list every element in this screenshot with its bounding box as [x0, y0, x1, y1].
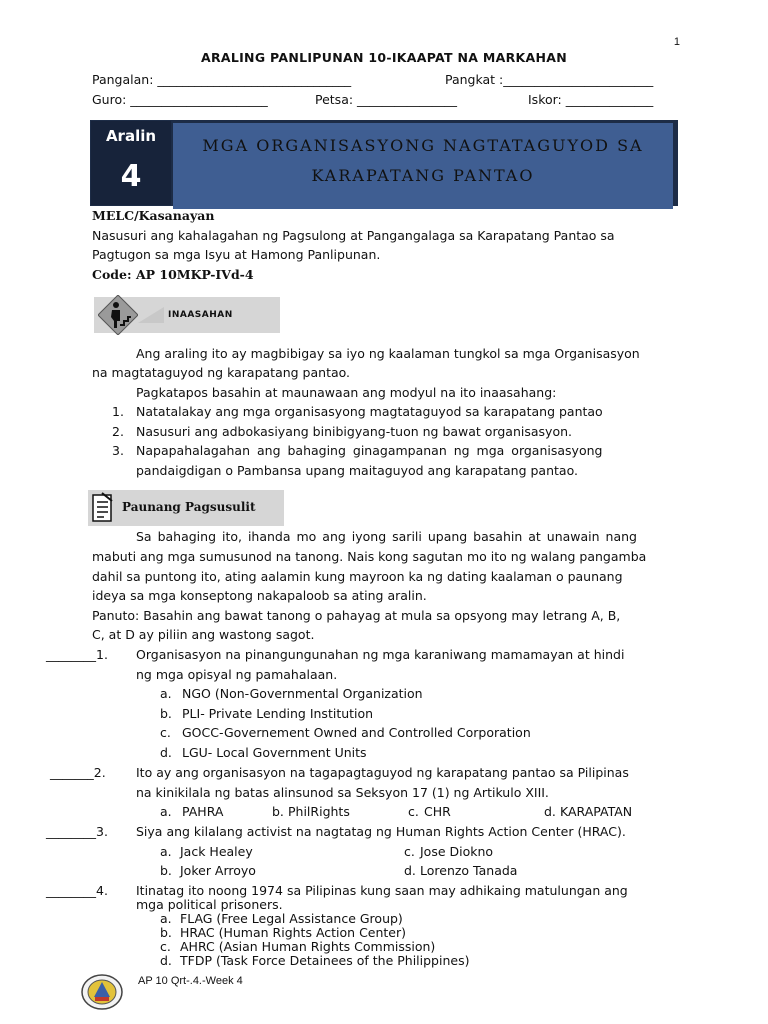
page-number: 1 [673, 36, 680, 48]
question-text: ng mga opisyal ng pamahalaan. [136, 667, 338, 682]
stairs-icon [98, 295, 138, 335]
objective-num: 1. [112, 404, 124, 419]
choice-letter: b. [160, 863, 172, 878]
choice-letter: b. [272, 804, 284, 819]
choice-text: KARAPATAN [560, 804, 633, 819]
choice-letter: c. [404, 844, 415, 859]
choice-text: Jose Diokno [420, 844, 494, 859]
paunang-line: ideya sa mga konseptong nakapaloob sa ating aralin. [92, 588, 427, 603]
aralin-number: 4 [120, 159, 142, 194]
objective-num: 3. [112, 443, 124, 458]
objective-num: 2. [112, 424, 124, 439]
choice-text: NGO (Non-Governmental Organization [182, 686, 423, 701]
paunang-pagsusulit-label: Paunang Pagsusulit [122, 500, 256, 514]
answer-blank[interactable]: _______2. [50, 765, 106, 780]
choice-letter: d. [160, 745, 172, 760]
choice-letter: a. [160, 844, 172, 859]
inaasahan-badge [94, 297, 280, 333]
choice-letter: a. [160, 911, 172, 926]
inaasahan-p2: Pagkatapos basahin at maunawaan ang modyul na ito inaasahang: [136, 385, 557, 400]
guro-field: Guro: ______________________ [92, 92, 268, 107]
objective-text: Napapahalagahan ang bahaging ginagampanan ng mga organisasyong [136, 443, 603, 458]
aralin-label: Aralin [105, 127, 157, 145]
choice-text: HRAC (Human Rights Action Center) [180, 925, 407, 940]
objective-text-cont: pandaigdigan o Pambansa upang maitaguyod ang karapatang pantao. [136, 463, 578, 478]
melc-line1: Nasusuri ang kahalagahan ng Pagsulong at Pangangalaga sa Karapatang Pantao sa [92, 228, 615, 243]
pangalan-field: Pangalan: _______________________________ [92, 72, 352, 87]
footer-text: AP 10 Qrt-.4.-Week 4 [138, 975, 243, 987]
answer-blank[interactable]: ________4. [46, 883, 108, 898]
checklist-icon [90, 492, 116, 524]
iskor-field: Iskor: ______________ [528, 92, 654, 107]
choice-letter: d. [160, 953, 172, 968]
choice-text: PLI- Private Lending Institution [182, 706, 374, 721]
choice-letter: c. [408, 804, 419, 819]
choice-letter: d. [544, 804, 556, 819]
choice-text: AHRC (Asian Human Rights Commission) [180, 939, 436, 954]
paunang-line: dahil sa puntong ito, ating aalamin kung mayroon ka ng dating kaalaman o paunang [92, 569, 623, 584]
choice-letter: c. [160, 939, 171, 954]
choice-letter: b. [160, 925, 172, 940]
melc-code: Code: AP 10MKP-IVd-4 [92, 267, 254, 282]
petsa-field: Petsa: ________________ [315, 92, 458, 107]
paunang-line: Sa bahaging ito, ihanda mo ang iyong sarili upang basahin at unawain nang [136, 529, 637, 544]
melc-line2: Pagtugon sa mga Isyu at Hamong Panlipunan. [92, 247, 381, 262]
objective-text: Nasusuri ang adbokasiyang binibigyang-tuon ng bawat organisasyon. [136, 424, 572, 439]
choice-text: Lorenzo Tanada [420, 863, 518, 878]
stairs-arrow-icon [138, 307, 164, 323]
answer-blank[interactable]: ________3. [46, 824, 108, 839]
choice-letter: b. [160, 706, 172, 721]
choice-text: PAHRA [182, 804, 224, 819]
choice-letter: d. [404, 863, 416, 878]
aralin-box [91, 121, 171, 205]
lesson-title [173, 123, 673, 209]
choice-text: CHR [424, 804, 451, 819]
lesson-banner [90, 120, 678, 206]
panuto-line2: C, at D ay piliin ang wastong sagot. [92, 627, 315, 642]
choice-text: PhilRights [288, 804, 350, 819]
question-text: Organisasyon na pinangungunahan ng mga karaniwang mamamayan at hindi [136, 647, 625, 662]
choice-text: LGU- Local Government Units [182, 745, 367, 760]
inaasahan-label: INAASAHAN [168, 310, 233, 320]
school-seal-logo [80, 973, 124, 1011]
lesson-title-line2: KARAPATANG PANTAO [311, 166, 535, 185]
question-text: mga political prisoners. [136, 897, 283, 912]
inaasahan-p1-line1: Ang araling ito ay magbibigay sa iyo ng kaalaman tungkol sa mga Organisasyon [136, 346, 640, 361]
choice-text: TFDP (Task Force Detainees of the Philippines) [180, 953, 470, 968]
choice-text: Joker Arroyo [180, 863, 256, 878]
paunang-pagsusulit-badge [88, 490, 284, 526]
question-text: Siya ang kilalang activist na nagtatag ng Human Rights Action Center (HRAC). [136, 824, 626, 839]
paunang-line: mabuti ang mga sumusunod na tanong. Nais kong sagutan mo ito ng walang pangamba [92, 549, 647, 564]
objective-text: Natatalakay ang mga organisasyong magtataguyod sa karapatang pantao [136, 404, 603, 419]
question-text: na kinikilala ng batas alinsunod sa Seksyon 17 (1) ng Artikulo XIII. [136, 785, 549, 800]
choice-letter: a. [160, 804, 172, 819]
question-text: Itinatag ito noong 1974 sa Pilipinas kung saan may adhikaing matulungan ang [136, 883, 628, 898]
answer-blank[interactable]: ________1. [46, 647, 108, 662]
pangkat-field: Pangkat :________________________ [445, 72, 654, 87]
lesson-title-line1: MGA ORGANISASYONG NAGTATAGUYOD SA [202, 136, 644, 155]
document-title: ARALING PANLIPUNAN 10-IKAAPAT NA MARKAHAN [200, 50, 568, 65]
panuto-line1: Panuto: Basahin ang bawat tanong o pahayag at mula sa opsyong may letrang A, B, [92, 608, 621, 623]
choice-letter: c. [160, 725, 171, 740]
inaasahan-p1-line2: na magtataguyod ng karapatang pantao. [92, 365, 351, 380]
choice-text: FLAG (Free Legal Assistance Group) [180, 911, 403, 926]
choice-text: Jack Healey [180, 844, 253, 859]
choice-letter: a. [160, 686, 172, 701]
choice-text: GOCC-Governement Owned and Controlled Corporation [182, 725, 531, 740]
melc-heading: MELC/Kasanayan [92, 208, 215, 223]
question-text: Ito ay ang organisasyon na tagapagtaguyod ng karapatang pantao sa Pilipinas [136, 765, 629, 780]
